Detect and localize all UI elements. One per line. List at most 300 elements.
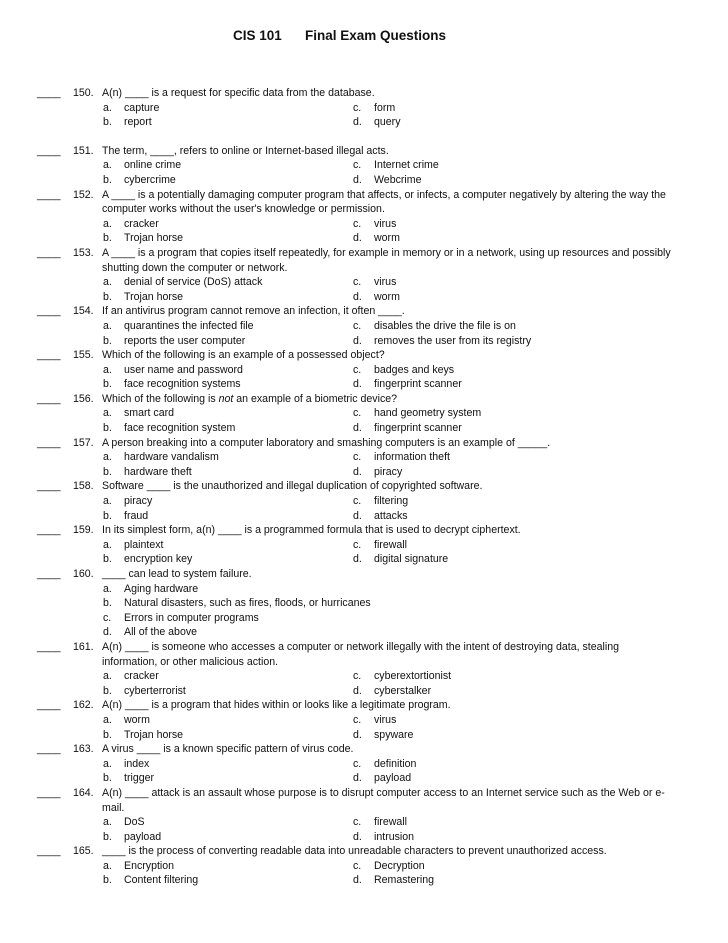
option-letter: c. <box>353 217 362 230</box>
question-text: A(n) ____ attack is an assault whose purpose is to disrupt computer access to an Internet service such as the Web or e-mail. <box>102 786 665 814</box>
option-letter: a. <box>103 859 112 872</box>
option-text: cracker <box>124 670 159 683</box>
answer-option[interactable] <box>353 509 653 524</box>
option-letter: b. <box>103 553 112 566</box>
question-text-part: Which of the following is <box>102 392 219 405</box>
option-letter: c. <box>353 538 362 551</box>
option-text: cracker <box>124 217 159 230</box>
option-text: quarantines the infected file <box>124 319 254 332</box>
answer-option[interactable] <box>103 319 353 334</box>
question-stem <box>0 86 728 101</box>
answer-option[interactable] <box>353 684 653 699</box>
option-text: piracy <box>124 495 153 508</box>
option-letter: d. <box>353 772 362 785</box>
question-item <box>0 304 728 348</box>
option-letter: d. <box>353 422 362 435</box>
question-number: 157. <box>73 436 94 449</box>
option-text: reports the user computer <box>124 334 246 347</box>
option-letter: b. <box>103 378 112 391</box>
option-text: fraud <box>124 509 149 522</box>
option-row <box>0 275 728 290</box>
answer-option[interactable] <box>353 101 653 116</box>
option-row <box>0 815 728 830</box>
option-letter: d. <box>353 378 362 391</box>
option-letter: a. <box>103 159 112 172</box>
answer-option[interactable] <box>353 334 653 349</box>
answer-option[interactable] <box>103 494 353 509</box>
question-number: 162. <box>73 699 94 712</box>
option-row <box>0 158 728 173</box>
option-letter: c. <box>353 451 362 464</box>
option-text: Trojan horse <box>124 232 184 245</box>
option-letter: d. <box>353 830 362 843</box>
option-text: Content filtering <box>124 874 199 887</box>
answer-option[interactable] <box>103 669 353 684</box>
question-stem <box>0 246 728 275</box>
option-text: Natural disasters, such as fires, floods, or hurricanes <box>124 597 371 610</box>
answer-blank[interactable]: ____ <box>37 87 61 99</box>
answer-blank[interactable]: ____ <box>37 699 61 712</box>
option-letter: d. <box>103 626 112 639</box>
option-letter: c. <box>353 407 362 420</box>
option-letter: a. <box>103 407 112 420</box>
option-letter: c. <box>353 101 362 114</box>
option-row <box>0 290 728 305</box>
question-item <box>0 523 728 567</box>
option-letter: a. <box>103 582 112 595</box>
option-letter: b. <box>103 465 112 478</box>
option-row <box>0 319 728 334</box>
option-text: All of the above <box>124 626 198 639</box>
option-text: information theft <box>374 451 450 464</box>
answer-option[interactable] <box>103 509 353 524</box>
option-letter: b. <box>103 509 112 522</box>
option-letter: d. <box>353 173 362 186</box>
option-text: report <box>124 116 152 129</box>
answer-option[interactable] <box>353 363 653 378</box>
option-letter: a. <box>103 670 112 683</box>
answer-blank[interactable]: ____ <box>37 640 61 653</box>
option-row <box>0 377 728 392</box>
option-text: face recognition systems <box>124 378 241 391</box>
option-row <box>0 713 728 728</box>
question-stem <box>0 144 728 159</box>
answer-option[interactable] <box>353 552 653 567</box>
answer-blank[interactable]: ____ <box>37 524 61 537</box>
answer-option[interactable] <box>353 319 653 334</box>
option-text: badges and keys <box>374 363 455 376</box>
answer-option[interactable] <box>353 115 653 130</box>
question-stem <box>0 392 728 407</box>
option-letter: c. <box>353 276 362 289</box>
answer-option[interactable] <box>103 377 353 392</box>
option-text: denial of service (DoS) attack <box>124 276 263 289</box>
answer-option[interactable] <box>103 217 353 232</box>
answer-option[interactable] <box>103 275 353 290</box>
answer-option[interactable] <box>103 538 353 553</box>
question-stem <box>0 698 728 713</box>
answer-option[interactable] <box>353 728 653 743</box>
question-number: 165. <box>73 845 94 858</box>
option-row <box>0 334 728 349</box>
option-letter: b. <box>103 422 112 435</box>
question-item <box>0 844 728 888</box>
answer-blank[interactable]: ____ <box>37 480 61 493</box>
option-letter: a. <box>103 217 112 230</box>
question-number: 156. <box>73 392 94 405</box>
answer-option[interactable] <box>103 815 353 830</box>
answer-option[interactable] <box>103 757 353 772</box>
question-text-emphasis: not <box>218 392 234 405</box>
answer-option[interactable] <box>353 158 653 173</box>
question-text: A(n) ____ is a program that hides within or looks like a legitimate program. <box>102 699 451 712</box>
answer-option[interactable] <box>353 830 653 845</box>
option-row <box>0 830 728 845</box>
question-number: 163. <box>73 743 94 756</box>
answer-option[interactable] <box>103 101 353 116</box>
question-stem <box>0 436 728 451</box>
option-text: hand geometry system <box>374 407 482 420</box>
option-row <box>0 509 728 524</box>
option-text: virus <box>374 713 397 726</box>
answer-option[interactable] <box>103 363 353 378</box>
option-letter: c. <box>353 495 362 508</box>
answer-option[interactable] <box>103 406 353 421</box>
exam-title: Final Exam Questions <box>305 28 447 43</box>
option-text: cybercrime <box>124 173 176 186</box>
answer-option[interactable] <box>103 625 728 640</box>
option-text: worm <box>374 290 400 303</box>
question-number: 158. <box>73 480 94 493</box>
option-text: index <box>124 757 150 770</box>
question-item <box>0 640 728 698</box>
answer-option[interactable] <box>353 538 653 553</box>
option-letter: b. <box>103 334 112 347</box>
answer-option[interactable] <box>353 815 653 830</box>
answer-option[interactable] <box>103 552 353 567</box>
question-stem <box>0 742 728 757</box>
answer-option[interactable] <box>103 421 353 436</box>
answer-option[interactable] <box>103 873 353 888</box>
answer-blank[interactable]: ____ <box>37 188 61 201</box>
option-text: payload <box>124 830 162 843</box>
option-letter: a. <box>103 101 112 114</box>
option-row <box>0 757 728 772</box>
option-row <box>0 669 728 684</box>
option-row <box>0 363 728 378</box>
question-stem <box>0 348 728 363</box>
answer-option[interactable] <box>353 669 653 684</box>
option-letter: a. <box>103 713 112 726</box>
option-letter: b. <box>103 830 112 843</box>
answer-blank[interactable]: ____ <box>37 144 61 157</box>
question-text: If an antivirus program cannot remove an infection, it often ____. <box>102 305 405 318</box>
option-row <box>0 771 728 786</box>
answer-option[interactable] <box>103 611 728 626</box>
answer-blank[interactable]: ____ <box>37 743 61 756</box>
option-text: spyware <box>374 728 414 741</box>
option-letter: d. <box>353 509 362 522</box>
answer-option[interactable] <box>353 450 653 465</box>
option-letter: a. <box>103 538 112 551</box>
answer-option[interactable] <box>353 757 653 772</box>
option-text: hardware theft <box>124 465 192 478</box>
question-text: Software ____ is the unauthorized and illegal duplication of copyrighted software. <box>102 480 483 493</box>
answer-blank[interactable]: ____ <box>37 349 61 362</box>
option-text: cyberstalker <box>374 684 432 697</box>
option-letter: a. <box>103 276 112 289</box>
question-text-part: an example of a biometric device? <box>233 392 398 405</box>
answer-option[interactable] <box>103 684 353 699</box>
option-text: definition <box>374 757 417 770</box>
question-text: A virus ____ is a known specific pattern of virus code. <box>102 743 354 756</box>
answer-option[interactable] <box>103 859 353 874</box>
question-number: 155. <box>73 349 94 362</box>
question-text <box>102 392 676 407</box>
option-text: plaintext <box>124 538 164 551</box>
question-number: 161. <box>73 640 94 653</box>
option-letter: d. <box>353 874 362 887</box>
answer-blank[interactable]: ____ <box>37 305 61 318</box>
answer-option[interactable] <box>353 173 653 188</box>
option-letter: b. <box>103 874 112 887</box>
question-text: A ____ is a potentially damaging computer program that affects, or infects, a computer negatively by altering the way the computer works without the user's knowledge or permission. <box>102 188 666 216</box>
question-stem <box>0 304 728 319</box>
answer-blank[interactable]: ____ <box>37 786 61 799</box>
option-text: virus <box>374 217 397 230</box>
option-text: cyberextortionist <box>374 670 452 683</box>
question-number: 153. <box>73 246 94 259</box>
question-item <box>0 348 728 392</box>
course-code: CIS 101 <box>233 28 282 43</box>
option-row <box>0 684 728 699</box>
question-text: A ____ is a program that copies itself repeatedly, for example in memory or in a network, using up resources and possibly shutting down the computer or network. <box>102 246 671 274</box>
question-stem <box>0 188 728 217</box>
option-text: worm <box>374 232 400 245</box>
option-text: encryption key <box>124 553 193 566</box>
question-stem <box>0 786 728 815</box>
question-number: 160. <box>73 568 94 580</box>
option-text: attacks <box>374 509 408 522</box>
option-row <box>0 538 728 553</box>
option-letter: b. <box>103 597 112 610</box>
option-text: query <box>374 116 401 129</box>
question-item <box>0 786 728 844</box>
option-letter: d. <box>353 116 362 129</box>
question-text: ____ is the process of converting readable data into unreadable characters to prevent unauthorized access. <box>102 845 607 858</box>
question-text: A(n) ____ is a request for specific data from the database. <box>102 87 375 99</box>
option-row <box>0 173 728 188</box>
option-letter: c. <box>353 363 362 376</box>
answer-option[interactable] <box>103 290 353 305</box>
option-text: virus <box>374 276 397 289</box>
option-row <box>0 859 728 874</box>
answer-option[interactable] <box>103 728 353 743</box>
option-row <box>0 494 728 509</box>
option-row <box>0 406 728 421</box>
option-text: worm <box>124 713 150 726</box>
option-text: trigger <box>124 772 155 785</box>
option-text: Decryption <box>374 859 425 872</box>
question-number: 150. <box>73 87 94 99</box>
answer-option[interactable] <box>353 859 653 874</box>
question-text: A(n) ____ is someone who accesses a computer or network illegally with the intent of destroying data, stealing information, or other malicious action. <box>102 640 620 668</box>
option-letter: a. <box>103 451 112 464</box>
answer-option[interactable] <box>103 596 728 611</box>
answer-option[interactable] <box>103 173 353 188</box>
question-number: 151. <box>73 144 94 157</box>
question-number: 164. <box>73 786 94 799</box>
answer-option[interactable] <box>103 830 353 845</box>
answer-option[interactable] <box>353 873 653 888</box>
option-row <box>0 873 728 888</box>
option-row <box>0 115 728 130</box>
answer-option[interactable] <box>353 771 653 786</box>
question-item <box>0 392 728 436</box>
question-item <box>0 246 728 304</box>
answer-option[interactable] <box>353 290 653 305</box>
answer-option[interactable] <box>353 421 653 436</box>
question-stem <box>0 479 728 494</box>
question-item <box>0 698 728 742</box>
answer-option[interactable] <box>353 713 653 728</box>
answer-option[interactable] <box>103 450 353 465</box>
option-text: Webcrime <box>374 173 422 186</box>
answer-option[interactable] <box>353 377 653 392</box>
option-letter: d. <box>353 465 362 478</box>
question-item <box>0 742 728 786</box>
option-letter: c. <box>353 670 362 683</box>
question-item <box>0 436 728 480</box>
option-letter: a. <box>103 495 112 508</box>
answer-blank[interactable]: ____ <box>37 246 61 259</box>
question-text: Which of the following is an example of a possessed object? <box>102 349 385 362</box>
question-text: In its simplest form, a(n) ____ is a programmed formula that is used to decrypt ciphertext. <box>102 524 521 537</box>
answer-option[interactable] <box>103 334 353 349</box>
option-text: Errors in computer programs <box>124 611 259 624</box>
option-letter: c. <box>103 611 112 624</box>
option-text: firewall <box>374 538 407 551</box>
answer-blank[interactable]: ____ <box>37 845 61 858</box>
option-letter: a. <box>103 319 112 332</box>
option-letter: d. <box>353 728 362 741</box>
answer-option[interactable] <box>353 231 653 246</box>
option-text: removes the user from its registry <box>374 334 532 347</box>
option-letter: c. <box>353 757 362 770</box>
question-item <box>0 479 728 523</box>
answer-option[interactable] <box>353 465 653 480</box>
answer-option[interactable] <box>103 158 353 173</box>
option-letter: a. <box>103 816 112 829</box>
option-letter: a. <box>103 757 112 770</box>
option-text: Trojan horse <box>124 728 184 741</box>
question-stem <box>0 567 728 582</box>
question-stem <box>0 640 728 669</box>
answer-option[interactable] <box>103 582 728 597</box>
option-letter: d. <box>353 553 362 566</box>
option-text: smart card <box>124 407 175 420</box>
option-letter: b. <box>103 684 112 697</box>
option-letter: c. <box>353 319 362 332</box>
question-number: 152. <box>73 188 94 201</box>
option-text: DoS <box>124 816 145 829</box>
option-row <box>0 231 728 246</box>
option-text: fingerprint scanner <box>374 422 462 435</box>
option-text: firewall <box>374 816 407 829</box>
option-row <box>0 101 728 116</box>
option-letter: c. <box>353 816 362 829</box>
option-letter: c. <box>353 159 362 172</box>
option-text: capture <box>124 101 160 114</box>
question-item <box>0 86 728 130</box>
option-text: filtering <box>374 495 409 508</box>
option-row <box>0 552 728 567</box>
answer-option[interactable] <box>103 771 353 786</box>
answer-blank[interactable]: ____ <box>37 392 61 405</box>
option-text: face recognition system <box>124 422 236 435</box>
answer-option[interactable] <box>103 713 353 728</box>
option-letter: d. <box>353 290 362 303</box>
question-stem <box>0 523 728 538</box>
option-text: Aging hardware <box>124 582 199 595</box>
option-text: online crime <box>124 159 182 172</box>
question-number: 154. <box>73 305 94 318</box>
question-item <box>0 567 728 640</box>
option-letter: a. <box>103 363 112 376</box>
answer-option[interactable] <box>353 275 653 290</box>
option-row <box>0 217 728 232</box>
option-text: fingerprint scanner <box>374 378 462 391</box>
answer-option[interactable] <box>103 115 353 130</box>
option-letter: b. <box>103 772 112 785</box>
answer-option[interactable] <box>353 494 653 509</box>
option-letter: b. <box>103 232 112 245</box>
option-text: piracy <box>374 465 403 478</box>
option-text: payload <box>374 772 412 785</box>
option-text: form <box>374 101 396 114</box>
question-item <box>0 144 728 188</box>
option-text: Encryption <box>124 859 175 872</box>
answer-option[interactable] <box>103 231 353 246</box>
answer-blank[interactable]: ____ <box>37 436 61 449</box>
option-text: hardware vandalism <box>124 451 219 464</box>
answer-blank[interactable]: ____ <box>37 568 61 580</box>
question-number: 159. <box>73 524 94 537</box>
option-text: disables the drive the file is on <box>374 319 516 332</box>
option-letter: d. <box>353 232 362 245</box>
answer-option[interactable] <box>353 406 653 421</box>
option-letter: b. <box>103 290 112 303</box>
question-text: A person breaking into a computer laboratory and smashing computers is an example of _____. <box>102 436 551 449</box>
option-text: digital signature <box>374 553 449 566</box>
option-row <box>0 728 728 743</box>
option-row <box>0 421 728 436</box>
option-text: Internet crime <box>374 159 439 172</box>
answer-option[interactable] <box>103 465 353 480</box>
option-text: Trojan horse <box>124 290 184 303</box>
option-letter: d. <box>353 334 362 347</box>
option-row <box>0 465 728 480</box>
question-text: The term, ____, refers to online or Internet-based illegal acts. <box>102 144 389 157</box>
question-item <box>0 188 728 246</box>
option-letter: b. <box>103 116 112 129</box>
answer-option[interactable] <box>353 217 653 232</box>
option-letter: d. <box>353 684 362 697</box>
question-text: ____ can lead to system failure. <box>102 568 252 580</box>
question-list <box>0 86 728 888</box>
option-letter: c. <box>353 713 362 726</box>
option-letter: b. <box>103 728 112 741</box>
